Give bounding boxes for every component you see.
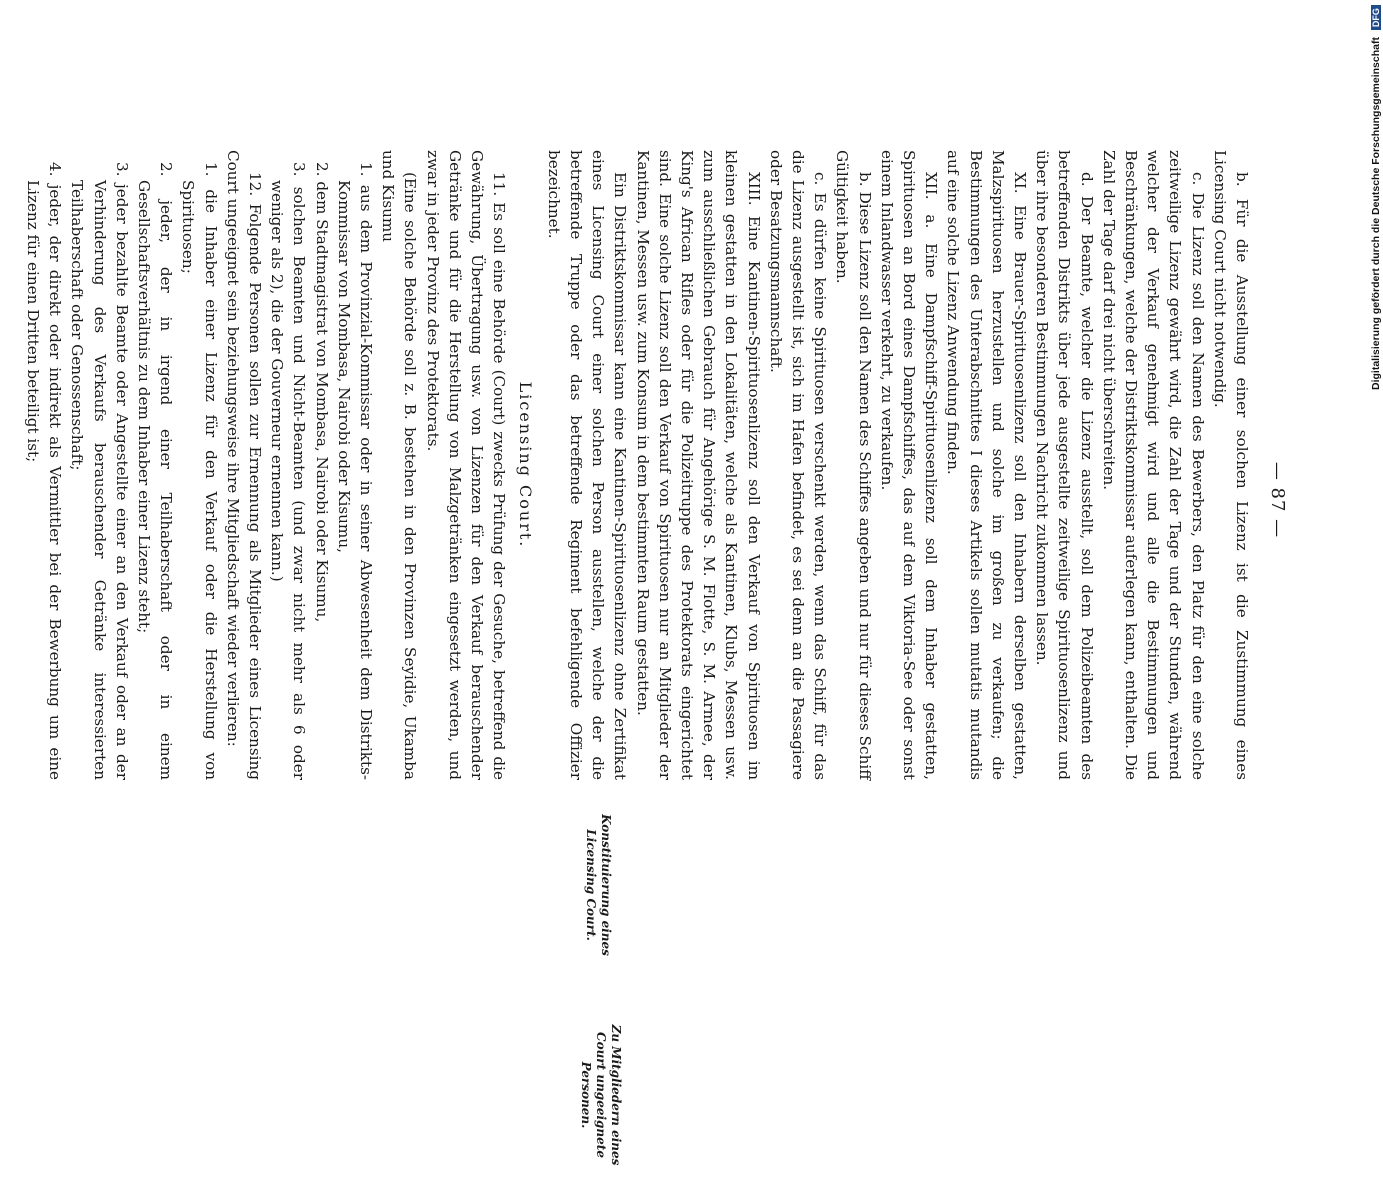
paragraph: Ein Distriktskommissar kann eine Kantinen-Spirituosenlizenz ohne Zertifikat eines Licensing Court einer solchen Person ausstellen, welche der die betreffende Truppe oder das betreffende Regiment befehligende Offizier bezeichnet.: [544, 150, 630, 780]
margin-note: Zu Mitgliedern eines Court ungeeignete Personen.: [579, 1024, 623, 1166]
list-item: 3. solchen Beamten und Nicht-Beamten (und zwar nicht mehr als 6 oder weniger als 2), die der Gouverneur ernennen kann.): [268, 162, 309, 780]
list-item: 1. aus dem Provinzial-Kommissar oder in seiner Abwesenheit dem Distrikts-Kommissar von Mombasa, Nairobi oder Kisumu,: [334, 162, 376, 780]
paragraph: b. Diese Lizenz soll den Namen des Schiffes angeben und nur für dieses Schiff Gültigkeit haben.: [833, 150, 874, 780]
digitization-credit: [1357, 0, 1383, 1000]
dfg-logo: DFG: [1371, 5, 1381, 30]
list-item: 4. jeder, der direkt oder indirekt als Vermittler bei der Bewerbung um eine Lizenz für einen Dritten beteiligt ist;: [24, 162, 65, 780]
paragraph: XII. a. Eine Dampfschiff-Spirituosenlizenz soll dem Inhaber gestatten, Spirituosen an Bord eines Dampfschiffes, das auf dem Viktoria-See oder sonst einem Inlandwasser verkehrt, zu verkaufen.: [877, 150, 941, 780]
paragraph: (Eine solche Behörde soll z. B. bestehen in den Provinzen Seyidie, Ukamba und Kisumu: [379, 150, 420, 780]
list-item: 1. die Inhaber einer Lizenz für den Verkauf oder die Herstellung von Spirituosen;: [179, 162, 220, 780]
list-item: 2. dem Stadtmagistrat von Mombasa, Nairobi oder Kisumu,: [312, 162, 331, 623]
page-number: — 87 —: [1267, 461, 1288, 539]
margin-note: Konstituierung eines Licensing Court.: [584, 814, 613, 956]
paragraph: 11. Es soll eine Behörde (Court) zwecks Prüfung der Gesuche, betreffend die Gewährung, Übertragung usw. von Lizenzen für den Verkauf berauschender Getränke und für die Herstellung von Malzgetränken eingesetzt werden, und zwar in jeder Provinz des Protektorats.: [423, 150, 509, 780]
list-item: 3. jeder bezahlte Beamte oder Angestellte einer an den Verkauf oder an der Verhinderung des Verkaufs berauschender Getränke interessierten Teilhaberschaft oder Genossenschaft;: [68, 162, 131, 780]
paragraph: c. Die Lizenz soll den Namen des Bewerbers, den Platz für den eine solche zeitweilige Lizenz gewährt wird, die Zahl der Tage und der Stunden, während welcher der Verkauf genehmigt wird und alle die Bestimmungen und Beschränkungen, welche der Distriktskommissar auferlegen kann, enthalten. Die Zahl der Tage darf drei nicht überschreiten.: [1099, 150, 1207, 780]
paragraph: XIII. Eine Kantinen-Spirituosenlizenz soll den Verkauf von Spirituosen im kleinen gestatten in den Lokalitäten, welche als Kantinen, Klubs, Messen usw. zum ausschließlichen Gebrauch für Angehörige S. M. Flotte, S. M. Armee, der King's African Rifles oder für die Polizeitruppe des Protektorats eingerichtet sind. Eine solche Lizenz soll den Verkauf von Spirituosen nur an Mitglieder der Kantinen, Messen usw. zum Konsum in dem bestimmten Raum gestatten.: [633, 150, 763, 780]
paragraph: XI. Eine Brauer-Spirituosenlizenz soll den Inhabern derselben gestatten, Malzspirituosen herzustellen und solche im großen zu verkaufen; die Bestimmungen des Unterabschnittes I dieses Artikels sollen mutatis mutandis auf eine solche Lizenz Anwendung finden.: [944, 150, 1029, 780]
credit-text: Digitalisierung gefördert durch die Deutsche Forschungsgemeinschaft: [1370, 37, 1382, 390]
paragraph: b. Für die Ausstellung einer solchen Lizenz ist die Zustimmung eines Licensing Court nicht notwendig.: [1210, 150, 1251, 780]
paragraph: c. Es dürfen keine Spirituosen verschenkt werden, wenn das Schiff, für das die Lizenz ausgestellt ist, sich im Hafen befindet, es sei denn an die Passagiere oder Besatzungsmannschaft.: [766, 150, 830, 780]
list-item: 2. jeder, der in irgend einer Teilhaberschaft oder in einem Gesellschaftsverhältnis zu dem Inhaber einer Lizenz steht;: [135, 162, 176, 780]
body-text: [22, 150, 1253, 780]
paragraph: d. Der Beamte, welcher die Lizenz ausstellt, soll dem Polizeibeamten des betreffenden Distrikts über jede ausgestellte zeitweilige Spirituosenlizenz und über ihre besonderen Bestimmungen Nachricht zukommen lassen.: [1033, 150, 1096, 780]
section-heading: Licensing Court.: [516, 381, 536, 549]
paragraph: 12. Folgende Personen sollen zur Ernennung als Mitglieder eines Licensing Court ungeeignet sein beziehungsweise ihre Mitgliedschaft wieder verlieren:: [223, 150, 265, 780]
